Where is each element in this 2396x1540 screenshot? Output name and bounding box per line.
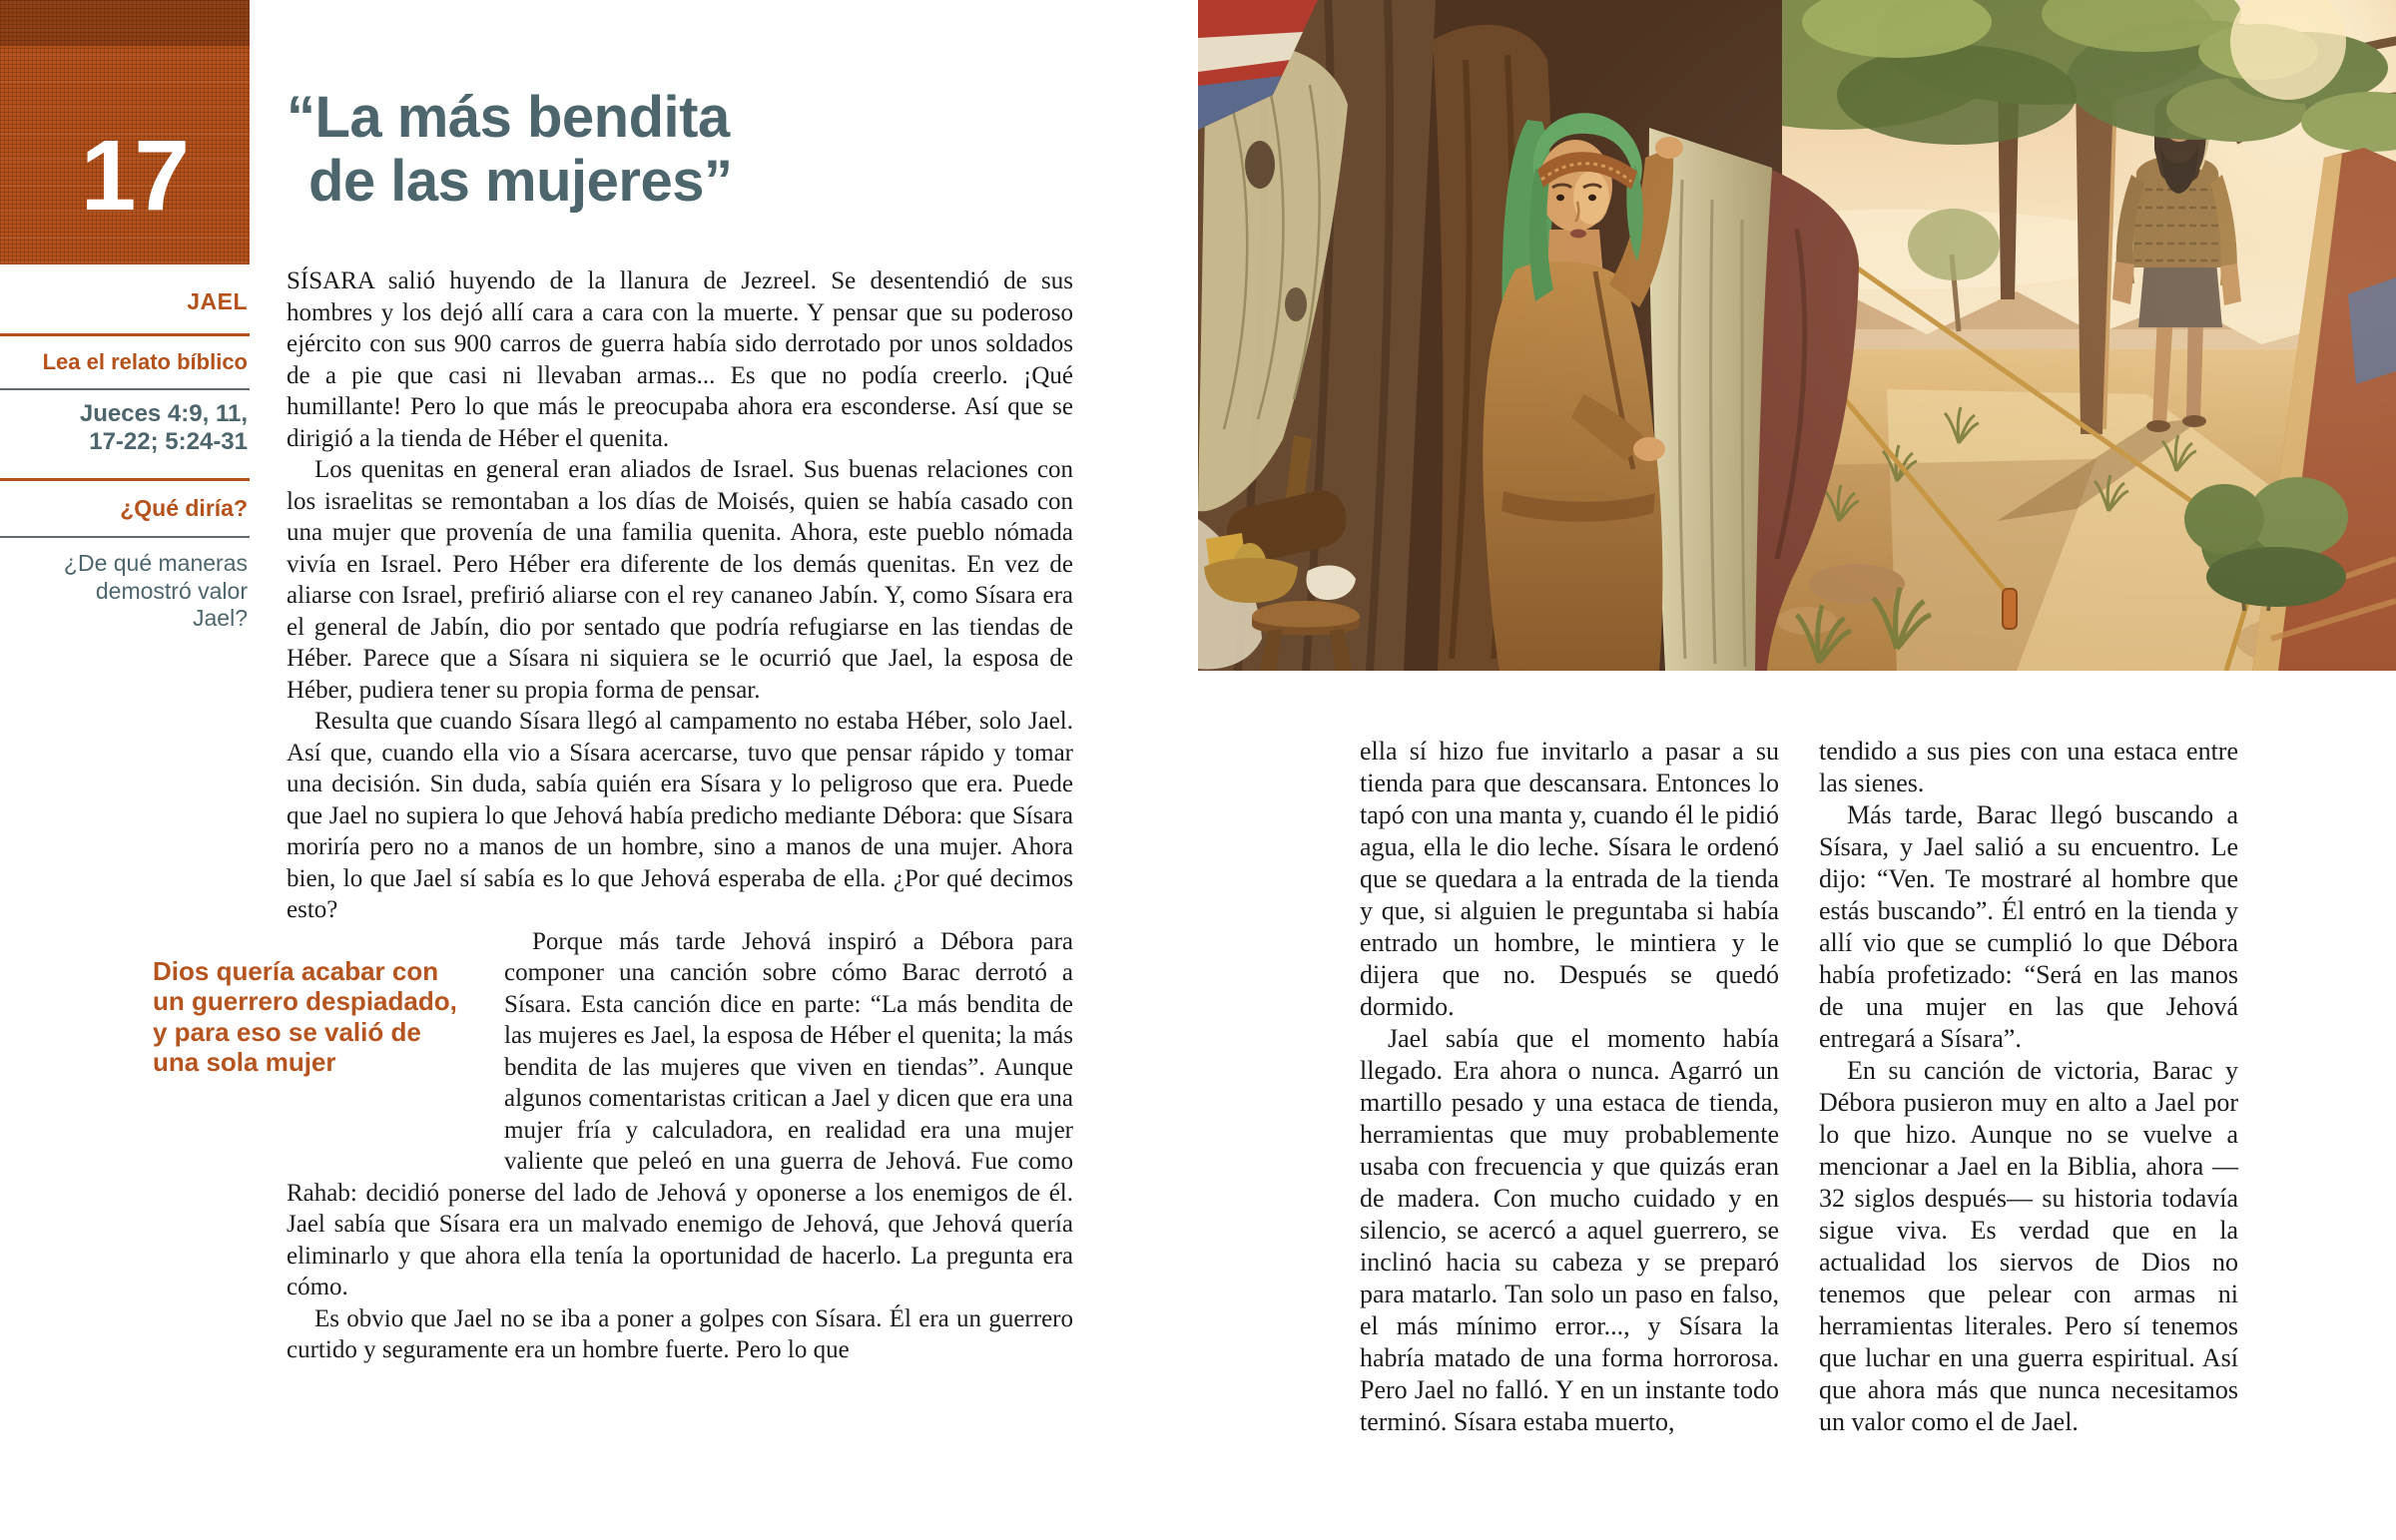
- paragraph: tendido a sus pies con una estaca entre las sienes.: [1819, 737, 2238, 797]
- paragraph: Resulta que cuando Sísara llegó al campamento no estaba Héber, solo Jael. Así que, cuando ella vio a Sísara acercarse, tuvo que pensar rápido y tomar una decisión. Sin duda, sabía quién era Sísara y lo peligroso que era. Puede que Jael no supiera lo que Jehová había predicho mediante Débora: que Sísara moriría pero no a manos de un hombre, sino a manos de una mujer. Ahora bien, lo que Jael sí sabía es lo que Jehová esperaba de ella. ¿Por qué decimos esto?: [287, 708, 1073, 923]
- paragraph-with-pull-quote: [153, 926, 1073, 1303]
- paragraph: Es obvio que Jael no se iba a poner a golpes con Sísara. Él era un guerrero curtido y seguramente era un hombre fuerte. Pero lo que: [287, 1304, 1073, 1363]
- pull-quote: Dios quería acabar con un guerrero despiadado, y para eso se valió de una sola mujer: [153, 955, 457, 1077]
- sidebar-question-label: ¿Qué diría?: [120, 495, 248, 521]
- chapter-block-dark-band: [0, 0, 250, 46]
- paragraph: Más tarde, Barac llegó buscando a Sísara, y Jael salió a su encuentro. Le dijo: “Ven. Te mostraré al hombre que estás buscando”. Él entró en la tienda y allí vio que se cumplió lo que Débora había profetizado: “Será en las manos de una mujer en las que Jehová entregará a Sísara”.: [1819, 800, 2238, 1053]
- paragraph: Los quenitas en general eran aliados de Israel. Sus buenas relaciones con los israelitas se remontaban a los días de Moisés, quien se había casado con una mujer que provenía de una familia quenita. Ahora, este pueblo nómada vivía en Israel. Pero Héber era diferente de los demás quenitas. En vez de aliarse con Israel, prefirió aliarse con el rey cananeo Jabín. Y, como Sísara era el general de Jabín, dio por sentado que podría refugiarse en las tiendas de Héber. Parece que a Sísara ni siquiera se le ocurrió que Jael, la esposa de Héber, pudiera tener su propia forma de pensar.: [287, 456, 1073, 704]
- chapter-title: [287, 86, 733, 214]
- sidebar: [0, 264, 250, 633]
- illustration: [1198, 0, 2396, 671]
- scripture-line-1: Jueces 4:9, 11,: [79, 400, 248, 427]
- sidebar-scripture-reference: [0, 400, 248, 456]
- paragraph-text: Porque más tarde Jehová inspiró a Débora para componer una canción sobre cómo Barac derrotó a Sísara. Esta canción dice en parte: “La más bendita de las mujeres es Jael, la esposa de Héber el quenita; la más bendita de las mujeres que viven en tiendas”. Aunque algunos comentaristas critican a Jael y dicen que era una mujer fría y calculadora, en realidad era una mujer valiente que peleó en una guerra de Jehová. Fue como Rahab: decidió ponerse del lado de Jehová y oponerse a los enemigos de él. Jael sabía que Sísara era un malvado enemigo de Jehová, que Jehová quería eliminarlo y que ahora ella tenía la oportunidad de hacerlo. La pregunta era cómo.: [287, 927, 1073, 1300]
- scripture-line-2: 17-22; 5:24-31: [89, 428, 248, 455]
- right-page-column-1: [1360, 736, 1779, 1438]
- sidebar-read-label: Lea el relato bíblico: [42, 349, 248, 374]
- paragraph: SÍSARA salió huyendo de la llanura de Jezreel. Se desentendió de sus hombres y los dejó allí cara a cara con la muerte. Y pensar que su poderoso ejército con sus 900 carros de guerra había sido derrotado por unos soldados de a pie que casi ni llevaban armas... Es que no podía creerlo. ¡Qué humillante! Pero lo que más le preocupaba ahora era esconderse. Así que se dirigió a la tienda de Héber el quenita.: [287, 267, 1073, 452]
- paragraph: ella sí hizo fue invitarlo a pasar a su tienda para que descansara. Entonces lo tapó con una manta y, cuando él le pidió agua, ella le dio leche. Sísara le ordenó que se quedara a la entrada de la tienda y que, si alguien le preguntaba si había entrado un hombre, le mintiera y le dijera que no. Después se quedó dormido.: [1360, 737, 1779, 1021]
- sidebar-study-question: ¿De qué maneras demostró valor Jael?: [63, 550, 248, 631]
- sidebar-rule-gray: [0, 388, 250, 390]
- paragraph: En su canción de victoria, Barac y Débora pusieron muy en alto a Jael por lo que hizo. Aunque no se vuelve a mencionar a Jael en la Biblia, ahora —32 siglos después— su historia todavía sigue viva. Es verdad que en la actualidad los siervos de Dios no tenemos que pelear con armas ni herramientas literales. Pero sí tenemos que luchar en una guerra espiritual. Así que ahora más que nunca necesitamos un valor como el de Jael.: [1819, 1056, 2238, 1436]
- sidebar-rule-gray-2: [0, 536, 250, 538]
- chapter-title-line-2: de las mujeres”: [308, 149, 733, 214]
- chapter-number: 17: [80, 120, 188, 232]
- chapter-number-block: [0, 0, 250, 264]
- sidebar-rule-orange-2: [0, 478, 250, 481]
- warm-light-overlay: [1498, 0, 2396, 671]
- right-page-column-2: [1819, 736, 2238, 1438]
- sidebar-character-name: JAEL: [187, 288, 248, 314]
- sidebar-rule-orange: [0, 333, 250, 336]
- chapter-title-line-1: “La más bendita: [287, 85, 730, 150]
- paragraph: Jael sabía que el momento había llegado. Era ahora o nunca. Agarró un martillo pesado y una estaca de tienda, herramientas que muy probablemente usaba con frecuencia y que quizás eran de madera. Con mucho cuidado y en silencio, se acercó a aquel guerrero, se inclinó hacia su cabeza y se preparó para matarlo. Tan solo un paso en falso, el más mínimo error..., y Sísara la habría matado de una forma horrorosa. Pero Jael no falló. Y en un instante todo terminó. Sísara estaba muerto,: [1360, 1024, 1779, 1436]
